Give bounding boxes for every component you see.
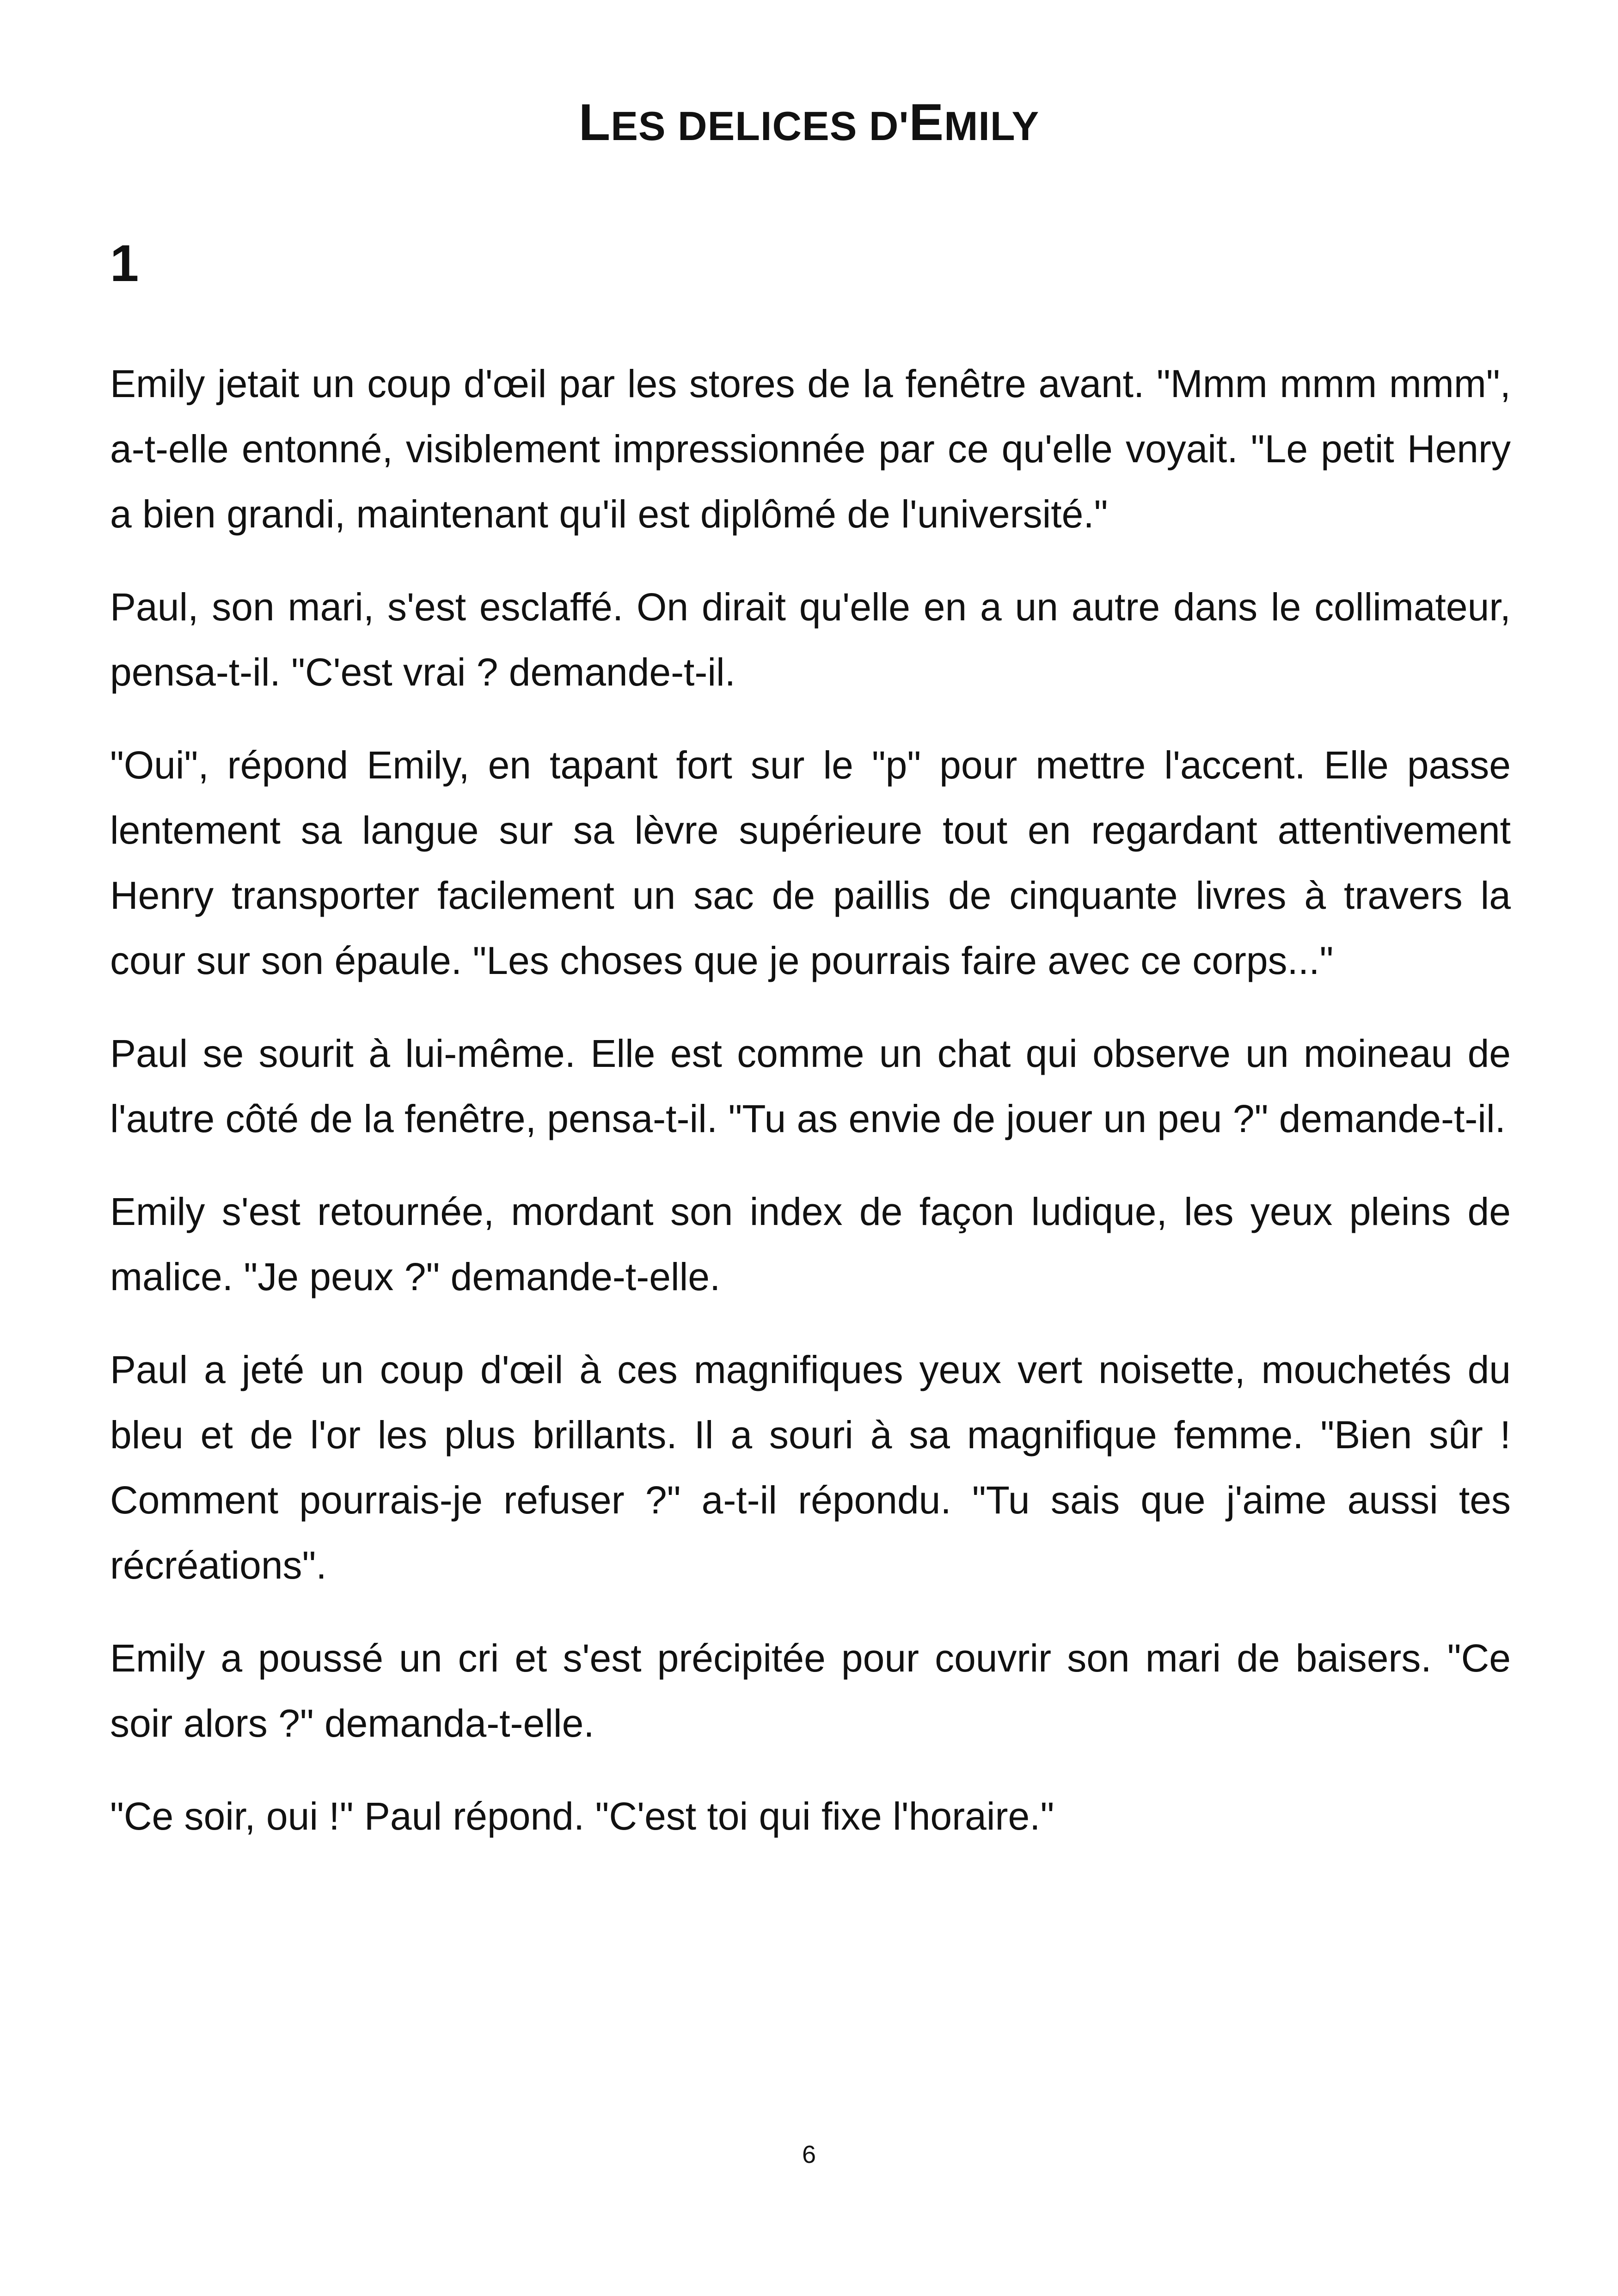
paragraph: Emily a poussé un cri et s'est précipitée pour couvrir son mari de baisers. "Ce soir alors ?" demanda-t-elle. — [110, 1636, 1511, 1745]
title-initial-l: L — [578, 93, 611, 151]
page-number: 6 — [802, 2141, 816, 2168]
title-initial-e: E — [909, 93, 944, 151]
chapter-title — [0, 90, 1618, 159]
chapter-number: 1 — [110, 234, 139, 292]
title-small-caps-1: ES DELICES D' — [611, 103, 909, 149]
body-text — [110, 351, 1511, 1877]
title-small-caps-2: MILY — [944, 103, 1040, 149]
paragraph: Emily s'est retournée, mordant son index de façon ludique, les yeux pleins de malice. "Je peux ?" demande-t-elle. — [110, 1190, 1511, 1298]
paragraph: "Ce soir, oui !" Paul répond. "C'est toi qui fixe l'horaire." — [110, 1794, 1054, 1838]
paragraph: "Oui", répond Emily, en tapant fort sur le "p" pour mettre l'accent. Elle passe lentement sa langue sur sa lèvre supérieure tout en regardant attentivement Henry transporter facilement un sac de paillis de cinquante livres à travers la cour sur son épaule. "Les choses que je pourrais faire avec ce corps..." — [110, 743, 1511, 982]
paragraph: Paul a jeté un coup d'œil à ces magnifiques yeux vert noisette, mouchetés du bleu et de l'or les plus brillants. Il a souri à sa magnifique femme. "Bien sûr ! Comment pourrais-je refuser ?" a-t-il répondu. "Tu sais que j'aime aussi tes récréations". — [110, 1348, 1511, 1587]
paragraph: Emily jetait un coup d'œil par les stores de la fenêtre avant. "Mmm mmm mmm", a-t-elle entonné, visiblement impressionnée par ce qu'elle voyait. "Le petit Henry a bien grandi, maintenant qu'il est diplômé de l'université." — [110, 362, 1511, 536]
paragraph: Paul, son mari, s'est esclaffé. On dirait qu'elle en a un autre dans le collimateur, pensa-t-il. "C'est vrai ? demande-t-il. — [110, 585, 1511, 694]
paragraph: Paul se sourit à lui-même. Elle est comme un chat qui observe un moineau de l'autre côté de la fenêtre, pensa-t-il. "Tu as envie de jouer un peu ?" demande-t-il. — [110, 1032, 1511, 1140]
